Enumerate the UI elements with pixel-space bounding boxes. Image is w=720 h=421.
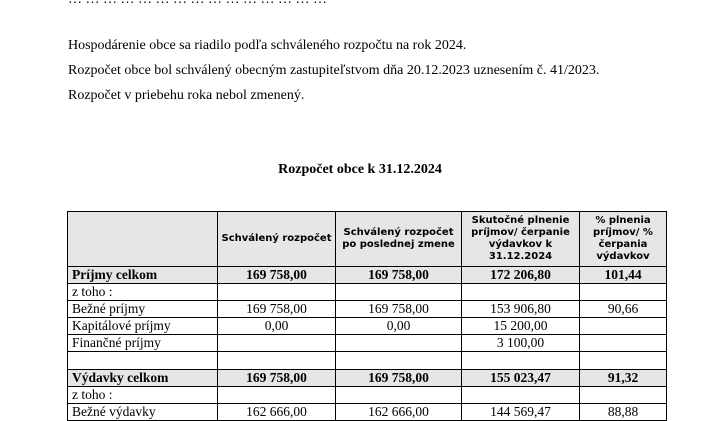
table-row bbox=[68, 370, 667, 387]
cell-approved bbox=[218, 284, 336, 301]
cell-after-change bbox=[336, 352, 462, 370]
table-row bbox=[68, 318, 667, 335]
row-label: z toho : bbox=[68, 284, 218, 301]
cell-actual: 15 200,00 bbox=[462, 318, 580, 335]
header-approved-budget: Schválený rozpočet bbox=[218, 212, 336, 267]
row-label bbox=[68, 352, 218, 370]
paragraph-no-change: Rozpočet v priebehu roka nebol zmenený. bbox=[68, 88, 305, 103]
cell-actual bbox=[462, 352, 580, 370]
cell-percent bbox=[580, 335, 667, 352]
cell-actual bbox=[462, 387, 580, 404]
cell-after-change: 169 758,00 bbox=[336, 301, 462, 318]
cell-percent: 91,32 bbox=[580, 370, 667, 387]
row-label: Kapitálové príjmy bbox=[68, 318, 218, 335]
table-row bbox=[68, 267, 667, 284]
cell-approved bbox=[218, 352, 336, 370]
cell-after-change: 162 666,00 bbox=[336, 404, 462, 421]
row-label: Príjmy celkom bbox=[68, 267, 218, 284]
cell-approved: 169 758,00 bbox=[218, 267, 336, 284]
cell-percent: 101,44 bbox=[580, 267, 667, 284]
paragraph-approval: Rozpočet obce bol schválený obecným zastupiteľstvom dňa 20.12.2023 uznesením č. 41/2023. bbox=[68, 63, 600, 78]
cell-actual: 172 206,80 bbox=[462, 267, 580, 284]
paragraph-budget-basis: Hospodárenie obce sa riadilo podľa schváleného rozpočtu na rok 2024. bbox=[68, 38, 467, 53]
cell-actual: 144 569,47 bbox=[462, 404, 580, 421]
row-label: z toho : bbox=[68, 387, 218, 404]
table-row bbox=[68, 404, 667, 421]
table-row-spacer bbox=[68, 352, 667, 370]
cell-percent: 88,88 bbox=[580, 404, 667, 421]
header-budget-after-change: Schválený rozpočet po poslednej zmene bbox=[336, 212, 462, 267]
table-row bbox=[68, 284, 667, 301]
cell-percent bbox=[580, 352, 667, 370]
cell-percent: 90,66 bbox=[580, 301, 667, 318]
row-label: Finančné príjmy bbox=[68, 335, 218, 352]
budget-table bbox=[67, 211, 667, 421]
table-row bbox=[68, 387, 667, 404]
row-label: Výdavky celkom bbox=[68, 370, 218, 387]
cell-actual: 153 906,80 bbox=[462, 301, 580, 318]
table-header-row bbox=[68, 212, 667, 267]
cell-after-change bbox=[336, 335, 462, 352]
cell-approved bbox=[218, 387, 336, 404]
cell-percent bbox=[580, 284, 667, 301]
cell-after-change bbox=[336, 387, 462, 404]
header-actual: Skutočné plnenie príjmov/ čerpanie výdavkov k 31.12.2024 bbox=[462, 212, 580, 267]
cell-percent bbox=[580, 318, 667, 335]
table-row bbox=[68, 335, 667, 352]
cell-actual: 3 100,00 bbox=[462, 335, 580, 352]
cell-approved: 169 758,00 bbox=[218, 370, 336, 387]
cell-approved: 169 758,00 bbox=[218, 301, 336, 318]
cell-after-change: 169 758,00 bbox=[336, 370, 462, 387]
cell-approved bbox=[218, 335, 336, 352]
cell-after-change: 169 758,00 bbox=[336, 267, 462, 284]
header-percent: % plnenia príjmov/ % čerpania výdavkov bbox=[580, 212, 667, 267]
row-label: Bežné príjmy bbox=[68, 301, 218, 318]
header-empty bbox=[68, 212, 218, 267]
table-title: Rozpočet obce k 31.12.2024 bbox=[278, 162, 442, 177]
cell-actual: 155 023,47 bbox=[462, 370, 580, 387]
cell-approved: 0,00 bbox=[218, 318, 336, 335]
cell-percent bbox=[580, 387, 667, 404]
cut-off-text-line bbox=[68, 0, 327, 8]
cell-approved: 162 666,00 bbox=[218, 404, 336, 421]
cell-after-change: 0,00 bbox=[336, 318, 462, 335]
cell-actual bbox=[462, 284, 580, 301]
table-row bbox=[68, 301, 667, 318]
cell-after-change bbox=[336, 284, 462, 301]
row-label: Bežné výdavky bbox=[68, 404, 218, 421]
